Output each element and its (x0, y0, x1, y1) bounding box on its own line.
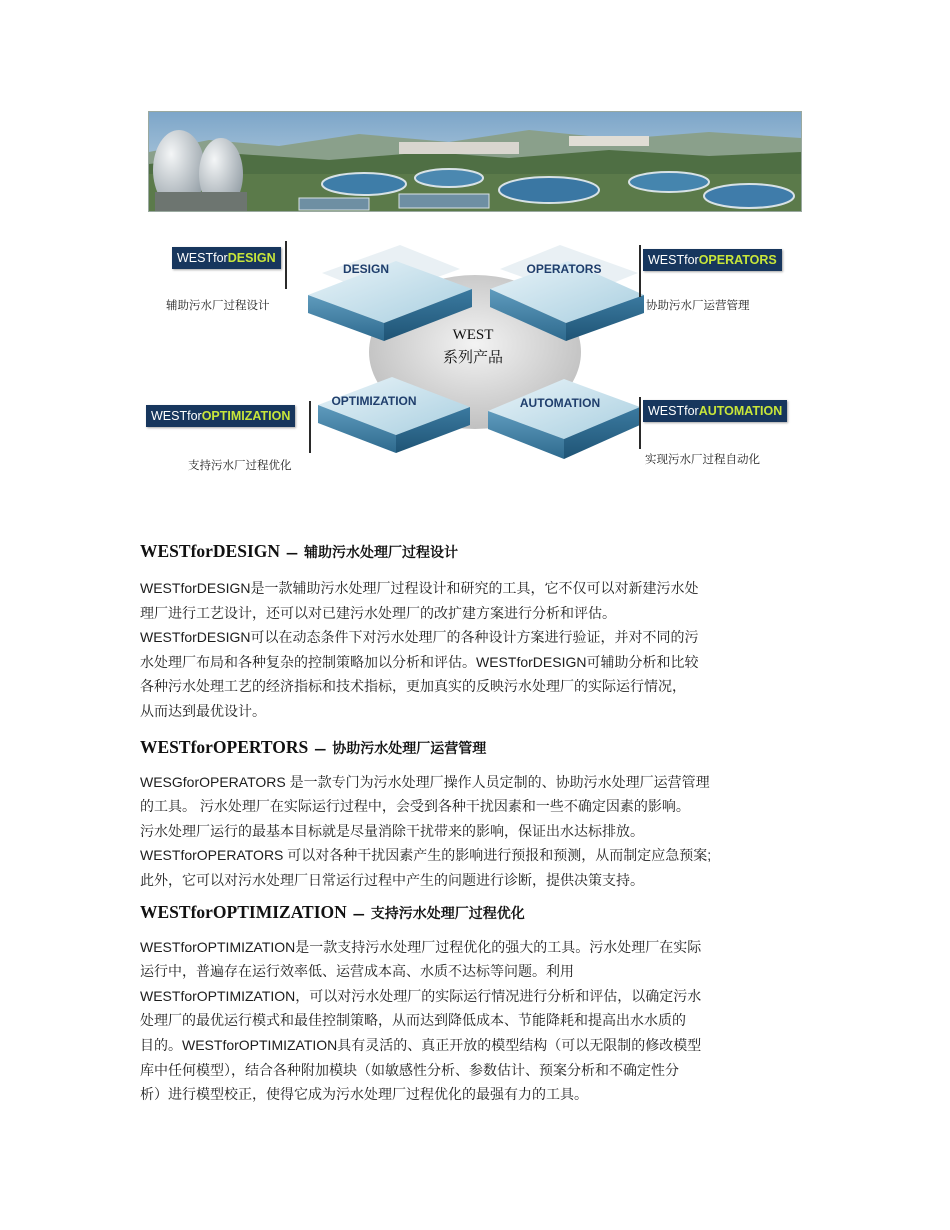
tag-highlight: OPERATORS (698, 253, 777, 267)
platform-label-design: DESIGN (342, 262, 390, 276)
caption-automation: 实现污水厂过程自动化 (645, 452, 760, 466)
tag-divider (639, 245, 641, 297)
treatment-plant-photo (149, 112, 801, 211)
section-title: WESTforDESIGN (140, 541, 281, 561)
platform-label-automation: AUTOMATION (519, 396, 601, 410)
caption-optimization: 支持污水厂过程优化 (188, 458, 292, 472)
paragraph-line: 理厂进行工艺设计，还可以对已建污水处理厂的改扩建方案进行分析和评估。 (140, 604, 616, 621)
center-title: WEST (452, 327, 494, 343)
west-product-diagram (140, 225, 820, 485)
paragraph-line: 水处理厂布局和各种复杂的控制策略加以分析和评估。WESTforDESIGN可辅助分析和比较 (140, 653, 699, 670)
section-subtitle: 协助污水处理厂运营管理 (332, 740, 487, 757)
tag-west-for-operators (643, 249, 782, 271)
paragraph-line: 从而达到最优设计。 (140, 702, 266, 719)
paragraph-line: 析）进行模型校正，使得它成为污水处理厂过程优化的最强有力的工具。 (140, 1086, 588, 1103)
tag-west-for-automation (643, 400, 787, 422)
center-subtitle: 系列产品 (442, 348, 504, 366)
section-subtitle: 辅助污水处理厂过程设计 (304, 545, 459, 561)
tag-west-for-design (172, 247, 281, 269)
paragraph-line: 各种污水处理工艺的经济指标和技术指标，更加真实的反映污水处理厂的实际运行情况， (140, 678, 686, 695)
paragraph-line: WESTforOPTIMIZATION是一款支持污水处理厂过程优化的强大的工具。污水处理厂在实际 (140, 938, 702, 955)
paragraph-line: WESTforOPERATORS 可以对各种干扰因素产生的影响进行预报和预测，从而制定应急预案; (140, 847, 712, 864)
section-heading-design (140, 538, 812, 566)
tag-divider (285, 241, 287, 289)
paragraph-line: 目的。WESTforOPTIMIZATION具有灵活的、真正开放的模型结构（可以无限制的修改模型 (140, 1036, 702, 1053)
paragraph-line: 库中任何模型），结合各种附加模块（如敏感性分析、参数估计、预案分析和不确定性分 (140, 1061, 679, 1078)
paragraph-line: WESTforOPTIMIZATION，可以对污水处理厂的实际运行情况进行分析和评估，以确定污水 (140, 987, 702, 1004)
paragraph-line: 的工具。 污水处理厂在实际运行过程中，会受到各种干扰因素和一些不确定因素的影响。 (140, 798, 690, 815)
paragraph-operators (140, 770, 812, 893)
article-body (140, 538, 812, 1107)
tag-highlight: DESIGN (227, 251, 276, 265)
caption-operators: 协助污水厂运营管理 (646, 298, 750, 312)
section-subtitle: 支持污水处理厂过程优化 (370, 905, 525, 922)
paragraph-line: 运行中，普遍存在运行效率低、运营成本高、水质不达标等问题。利用 (140, 963, 574, 980)
section-title: WESTforOPTIMIZATION (140, 901, 347, 922)
section-title: WESTforOPERTORS (140, 736, 309, 757)
tag-prefix: WESTfor (648, 404, 699, 418)
paragraph-line: 污水处理厂运行的最基本目标就是尽量消除干扰带来的影响，保证出水达标排放。 (140, 822, 644, 839)
paragraph-line: WESTforDESIGN可以在动态条件下对污水处理厂的各种设计方案进行验证，并对不同的污 (140, 629, 699, 646)
section-heading-operators (140, 734, 812, 762)
paragraph-optimization (140, 935, 812, 1107)
paragraph-design (140, 576, 812, 724)
tag-divider (639, 397, 641, 449)
tag-prefix: WESTfor (177, 251, 228, 265)
caption-design: 辅助污水厂过程设计 (166, 298, 270, 312)
section-heading-optimization (140, 899, 812, 927)
tag-prefix: WESTfor (151, 409, 202, 423)
paragraph-line: 此外，它可以对污水处理厂日常运行过程中产生的问题进行诊断，提供决策支持。 (140, 871, 644, 888)
platform-label-optimization: OPTIMIZATION (331, 394, 417, 408)
platform-label-operators: OPERATORS (526, 262, 602, 276)
heading-dash: — (314, 741, 327, 756)
paragraph-line: 处理厂的最优运行模式和最佳控制策略，从而达到降低成本、节能降耗和提高出水水质的 (140, 1012, 686, 1029)
tag-highlight: AUTOMATION (698, 404, 783, 418)
tag-highlight: OPTIMIZATION (201, 409, 291, 423)
tag-prefix: WESTfor (648, 253, 699, 267)
tag-west-for-optimization (146, 405, 295, 427)
heading-dash: — (352, 906, 365, 921)
paragraph-line: WESTforDESIGN是一款辅助污水处理厂过程设计和研究的工具，它不仅可以对新建污水处 (140, 580, 699, 596)
heading-dash: — (286, 546, 299, 560)
paragraph-line: WESGforOPERATORS 是一款专门为污水处理厂操作人员定制的、协助污水处理厂运营管理 (140, 773, 710, 790)
tag-divider (309, 401, 311, 453)
treatment-plant-banner-image (148, 111, 802, 212)
